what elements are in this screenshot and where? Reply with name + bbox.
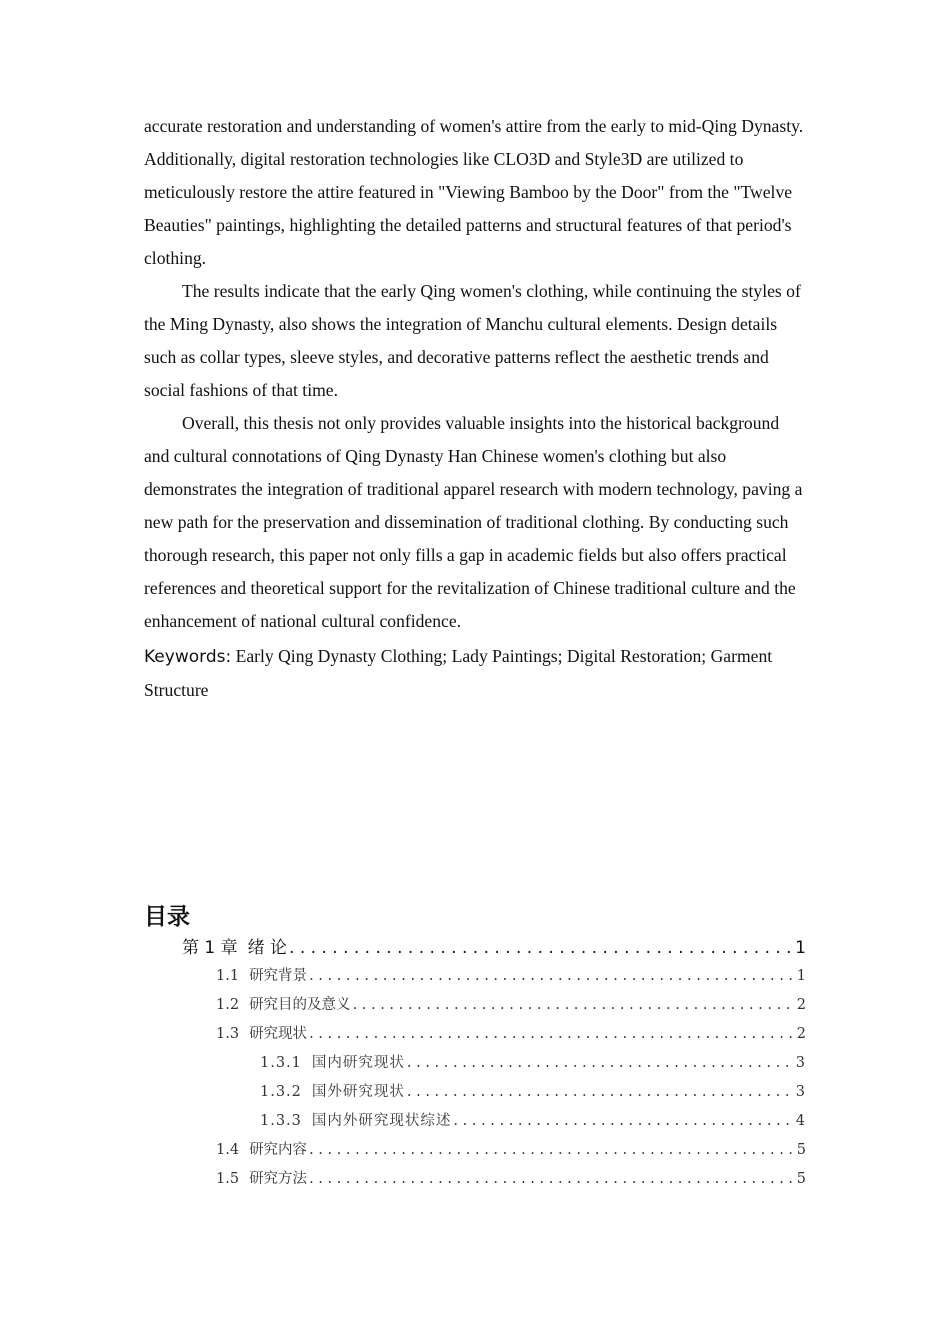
toc-entry-page: 2 xyxy=(796,1026,806,1042)
toc-entry-number: 1.1 xyxy=(216,968,240,984)
toc-entry-label: 研究内容 xyxy=(249,1142,308,1158)
keywords-line xyxy=(144,640,806,707)
abstract-body xyxy=(144,110,806,707)
toc-entry-number: 第 1 章 xyxy=(182,938,238,958)
toc-entry-label: 研究现状 xyxy=(249,1026,308,1042)
toc-entry-label: 国内外研究现状综述 xyxy=(311,1113,452,1129)
toc-dot-leader xyxy=(307,1020,793,1049)
toc-dot-leader xyxy=(405,1078,792,1107)
toc-entry-label: 研究背景 xyxy=(249,968,308,984)
toc-entry-1-1[interactable] xyxy=(144,962,806,991)
toc-title: 目录 xyxy=(144,904,190,930)
toc-dot-leader xyxy=(351,991,793,1020)
toc-entry-1-3-1[interactable] xyxy=(144,1049,806,1078)
toc-entry-page: 3 xyxy=(795,1055,806,1071)
toc-dot-leader xyxy=(405,1049,792,1078)
toc-dot-leader xyxy=(451,1107,791,1136)
toc-entry-number: 1.3 xyxy=(216,1026,240,1042)
toc-entry-1-2[interactable] xyxy=(144,991,806,1020)
toc-entry-page: 1 xyxy=(795,938,806,958)
toc-entry-number: 1.3.1 xyxy=(260,1055,302,1071)
toc-entry-label: 国外研究现状 xyxy=(311,1084,405,1100)
toc-entry-chapter-1[interactable] xyxy=(144,934,806,962)
paragraph-continued: accurate restoration and understanding of women's attire from the early to mid-Qing Dynasty. Additionally, digital restoration technologies like CLO3D and Style3D are utilized to meticulously restore the attire featured in "Viewing Bamboo by the Door" from the "Twelve Beauties" paintings, highlighting the detailed patterns and structural features of that period's clothing. xyxy=(144,116,804,268)
paragraph-overall: Overall, this thesis not only provides valuable insights into the historical background and cultural connotations of Qing Dynasty Han Chinese women's clothing but also demonstrates the integration of traditional apparel research with modern technology, paving a new path for the preservation and dissemination of traditional clothing. By conducting such thorough research, this paper not only fills a gap in academic fields but also offers practical references and theoretical support for the revitalization of Chinese traditional culture and the enhancement of national cultural confidence. xyxy=(144,413,803,631)
table-of-contents xyxy=(144,900,806,1194)
keywords-text: Early Qing Dynasty Clothing; Lady Paintings; Digital Restoration; Garment Structure xyxy=(144,646,773,700)
toc-entry-page: 2 xyxy=(796,997,806,1013)
toc-entry-label: 研究目的及意义 xyxy=(249,997,351,1013)
toc-entry-page: 5 xyxy=(796,1142,806,1158)
toc-entry-label: 国内研究现状 xyxy=(311,1055,405,1071)
toc-entry-1-3[interactable] xyxy=(144,1020,806,1049)
toc-dot-leader xyxy=(307,962,793,991)
toc-entry-1-5[interactable] xyxy=(144,1165,806,1194)
toc-entry-number: 1.5 xyxy=(216,1171,240,1187)
toc-entry-1-3-2[interactable] xyxy=(144,1078,806,1107)
toc-entry-number: 1.4 xyxy=(216,1142,240,1158)
toc-entry-label: 研究方法 xyxy=(249,1171,308,1187)
toc-dot-leader xyxy=(307,1165,793,1194)
toc-entry-number: 1.2 xyxy=(216,997,240,1013)
toc-entry-1-3-3[interactable] xyxy=(144,1107,806,1136)
toc-entry-number: 1.3.3 xyxy=(260,1113,302,1129)
toc-entry-label: 绪 论 xyxy=(247,938,288,958)
toc-entry-page: 5 xyxy=(796,1171,806,1187)
toc-dot-leader xyxy=(307,1136,793,1165)
keywords-label: Keywords: xyxy=(144,647,232,667)
toc-entry-page: 4 xyxy=(795,1113,806,1129)
toc-entry-page: 1 xyxy=(796,968,806,984)
toc-dot-leader xyxy=(287,934,791,962)
toc-entry-page: 3 xyxy=(795,1084,806,1100)
paragraph-results: The results indicate that the early Qing women's clothing, while continuing the styles of the Ming Dynasty, also shows the integration of Manchu cultural elements. Design details such as collar types, sleeve styles, and decorative patterns reflect the aesthetic trends and social fashions of that time. xyxy=(144,281,801,400)
toc-entry-number: 1.3.2 xyxy=(260,1084,302,1100)
toc-entry-1-4[interactable] xyxy=(144,1136,806,1165)
